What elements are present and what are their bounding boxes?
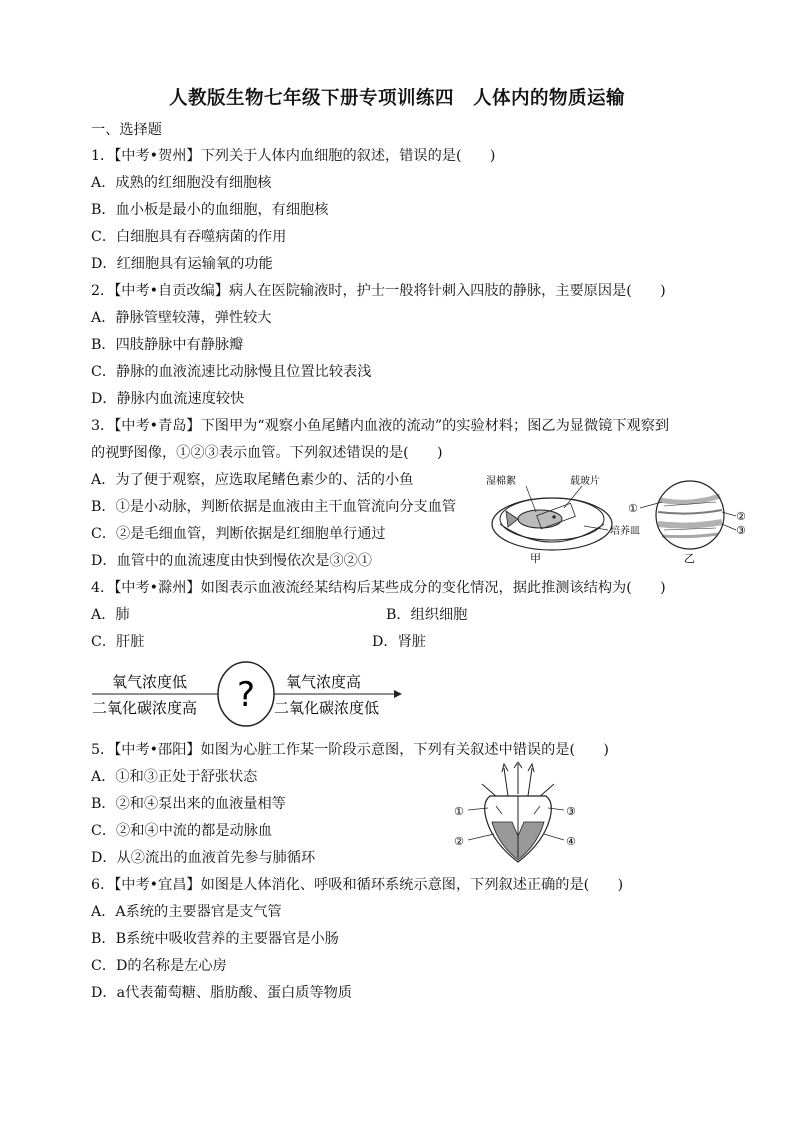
q4-stem: 4．【中考•滁州】如图表示血液流经某结构后某些成分的变化情况，据此推测该结构为( ) [91,580,666,596]
heart-drawing [468,762,564,862]
q1-option-c: C．白细胞具有吞噬病菌的作用 [91,229,287,245]
q4-option-b: B．组织细胞 [386,607,468,623]
label-dish: 培养皿 [610,526,640,537]
q4-option-c: C．肝脏 [91,634,145,650]
q1-stem: 1．【中考•贺州】下列关于人体内血细胞的叙述，错误的是( ) [91,148,496,164]
label-figure-a: 甲 [530,552,541,565]
q5-option-d: D．从②流出的血液首先参与肺循环 [91,850,316,866]
blood-flow-diagram [88,660,404,730]
q2-option-a: A．静脉管壁较薄，弹性较大 [91,310,272,326]
label-vessel-1: ① [628,502,638,515]
q5-stem: 5．【中考•邵阳】如图为心脏工作某一阶段示意图，下列有关叙述中错误的是( ) [91,742,609,758]
page-title: 人教版生物七年级下册专项训练四 人体内的物质运输 [168,88,625,109]
q6-stem: 6．【中考•宜昌】如图是人体消化、呼吸和循环系统示意图，下列叙述正确的是( ) [91,877,624,893]
q6-option-a: A．A系统的主要器官是支气管 [91,904,282,920]
q6-option-c: C．D的名称是左心房 [91,958,227,974]
q1-option-d: D．红细胞具有运输氧的功能 [91,256,273,272]
q2-option-d: D．静脉内血流速度较快 [91,391,245,407]
section-heading: 一、选择题 [91,122,162,138]
q2-stem: 2．【中考•自贡改编】病人在医院输液时，护士一般将针刺入四肢的静脉，主要原因是( ) [91,283,666,299]
q3-option-a: A．为了便于观察，应选取尾鳍色素少的、活的小鱼 [91,472,414,488]
heart-label-1: ① [454,805,464,818]
q2-option-c: C．静脉的血液流速比动脉慢且位置比较表浅 [91,364,372,380]
heart-label-2: ② [454,835,464,848]
left-bottom-label: 二氧化碳浓度高 [92,699,198,717]
heart-label-3: ③ [566,805,576,818]
q3-stem-line2: 的视野图像，①②③表示血管。下列叙述错误的是( ) [91,445,443,461]
q3-stem-line1: 3．【中考•青岛】下图甲为“观察小鱼尾鳍内血液的流动”的实验材料；图乙为显微镜下观察到 [91,418,670,434]
q6-option-d: D．a代表葡萄糖、脂肪酸、蛋白质等物质 [91,985,353,1001]
q5-option-c: C．②和④中流的都是动脉血 [91,823,273,839]
label-wet-cotton: 湿棉絮 [486,476,516,487]
q3-option-c: C．②是毛细血管，判断依据是红细胞单行通过 [91,526,386,542]
right-bottom-label: 二氧化碳浓度低 [274,699,380,717]
q1-option-b: B．血小板是最小的血细胞，有细胞核 [91,202,329,218]
q3-option-d: D．血管中的血流速度由快到慢依次是③②① [91,553,372,569]
q2-option-b: B．四肢静脉中有静脉瓣 [91,337,244,353]
q4-option-a: A．肺 [91,607,130,623]
q5-option-a: A．①和③正处于舒张状态 [91,769,258,785]
q6-option-b: B．B系统中吸收营养的主要器官是小肠 [91,931,339,947]
arrow-head-icon [394,690,402,698]
label-slide: 载玻片 [570,476,600,487]
question-mark: ? [236,675,256,715]
fish-experiment-figure [478,472,760,568]
q4-option-d: D．肾脏 [372,634,426,650]
label-vessel-3: ③ [736,524,746,537]
label-figure-b: 乙 [684,552,695,565]
microscope-view-drawing [640,481,736,549]
q5-option-b: B．②和④泵出来的血液量相等 [91,796,286,812]
q1-option-a: A．成熟的红细胞没有细胞核 [91,175,272,191]
right-top-label: 氧气浓度高 [286,673,362,691]
petri-dish-drawing [492,486,612,550]
label-vessel-2: ② [736,510,746,523]
heart-diagram [452,762,582,868]
left-top-label: 氧气浓度低 [112,673,188,691]
q3-option-b: B．①是小动脉，判断依据是血液由主干血管流向分支血管 [91,499,457,515]
heart-label-4: ④ [566,835,576,848]
